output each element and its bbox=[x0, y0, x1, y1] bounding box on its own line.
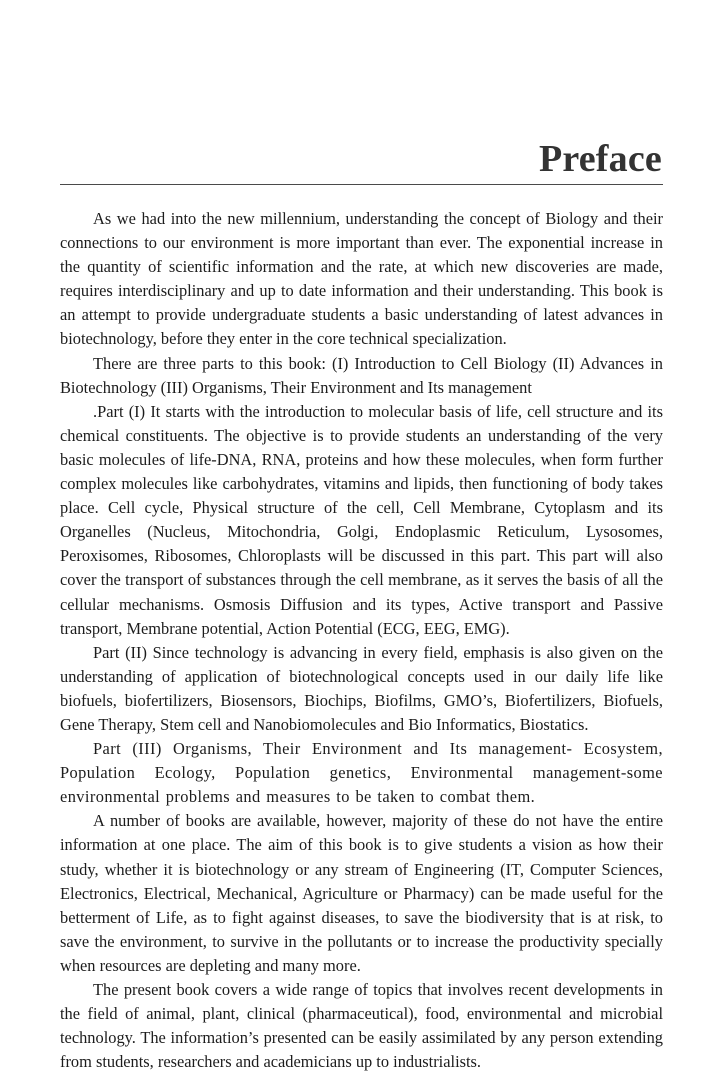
paragraph: There are three parts to this book: (I) Introduction to Cell Biology (II) Advances in Biotechnology (III) Organisms, Their Environment and Its management bbox=[60, 353, 663, 397]
page-content bbox=[60, 0, 663, 1074]
paragraph: Part (II) Since technology is advancing in every field, emphasis is also given on the understanding of application of biotechnological concepts used in our daily life like biofuels, biofertilizers, Biosensors, Biochips, Biofilms, GMO’s, Biofertilizers, Biofuels, Gene Therapy, Stem cell and Nanobiomolecules and Bio Informatics, Biostatics. bbox=[60, 642, 663, 734]
page-title: Preface bbox=[538, 138, 662, 180]
paragraph: A number of books are available, however, majority of these do not have the entire information at one place. The aim of this book is to give students a vision as how their study, whether it is biotechnology or any stream of Engineering (IT, Computer Sciences, Electronics, Electrical, Mechanical, Agriculture or Pharmacy) can be made useful for the betterment of Life, as to fight against diseases, to save the biodiversity that is at risk, to save the environment, to survive in the pollutants or to increase the productivity specially when resources are depleting and many more. bbox=[60, 811, 663, 975]
paragraph: The present book covers a wide range of topics that involves recent developments in the field of animal, plant, clinical (pharmaceutical), food, environmental and microbial technology. The information’s presented can be easily assimilated by any person extending from students, researchers and academicians up to industrialists. bbox=[60, 980, 663, 1072]
paragraph: Part (III) Organisms, Their Environment and Its management- Ecosystem, Population Ecology, Population genetics, Environmental management-some environmental problems and measures to be taken to combat them. bbox=[60, 739, 663, 807]
preface-body bbox=[60, 207, 663, 1074]
paragraph: As we had into the new millennium, understanding the concept of Biology and their connections to our environment is more important than ever. The exponential increase in the quantity of scientific information and the rate, at which new discoveries are made, requires interdisciplinary and up to date information and their understanding. This book is an attempt to provide undergraduate students a basic understanding of latest advances in biotechnology, before they enter in the core technical specialization. bbox=[60, 209, 663, 349]
title-divider bbox=[60, 184, 663, 185]
title-block bbox=[60, 0, 663, 185]
paragraph: .Part (I) It starts with the introduction to molecular basis of life, cell structure and its chemical constituents. The objective is to provide students an understanding of the very basic molecules of life-DNA, RNA, proteins and how these molecules, when form further complex molecules like carbohydrates, vitamins and lipids, then functioning of body takes place. Cell cycle, Physical structure of the cell, Cell Membrane, Cytoplasm and its Organelles (Nucleus, Mitochondria, Golgi, Endoplasmic Reticulum, Lysosomes, Peroxisomes, Ribosomes, Chloroplasts will be discussed in this part. This part will also cover the transport of substances through the cell membrane, as it serves the basis of all the cellular mechanisms. Osmosis Diffusion and its types, Active transport and Passive transport, Membrane potential, Action Potential (ECG, EEG, EMG). bbox=[60, 401, 663, 638]
